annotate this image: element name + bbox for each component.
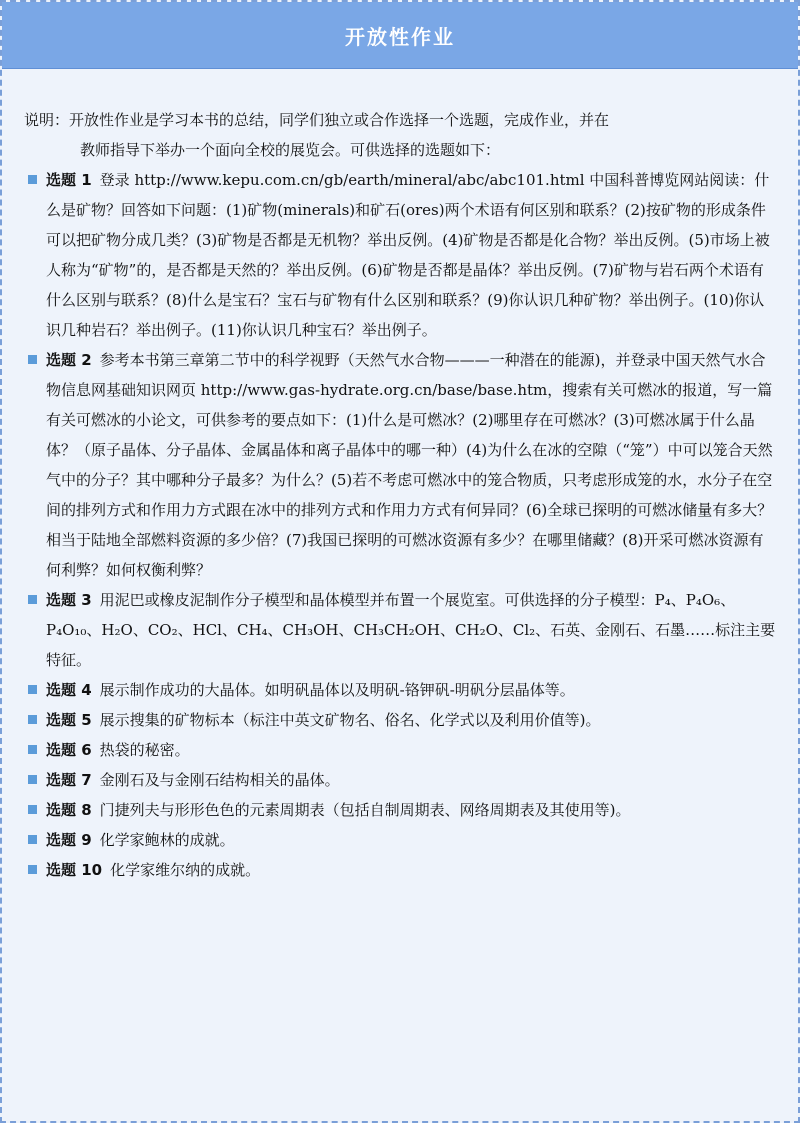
bullet-square-icon — [28, 775, 37, 784]
bullet-square-icon — [28, 715, 37, 724]
intro-line-2: 教师指导下举办一个面向全校的展览会。可供选择的选题如下： — [80, 141, 501, 159]
topic-text: 登录 http://www.kepu.com.cn/gb/earth/mineral/abc/abc101.html 中国科普博览网站阅读：什么是矿物？回答如下问题：(1)矿物(minerals)和矿石(ores)两个术语有何区别和联系？(2)按矿物的形成条件可以把矿物分成几类？(3)矿物是否都是无机物？举出反例。(4)矿物是否都是化合物？举出反例。(5)市场上被人称为“矿物”的，是否都是天然的？举出反例。(6)矿物是否都是晶体？举出反例。(7)矿物与岩石两个术语有什么区别与联系？(8)什么是宝石？宝石与矿物有什么区别和联系？(9)你认识几种矿物？举出例子。(10)你认识几种岩石？举出例子。(11)你认识几种宝石？举出例子。 — [46, 171, 770, 339]
topic-label: 选题 9 — [46, 831, 92, 849]
bullet-square-icon — [28, 355, 37, 364]
assignment-content — [2, 69, 798, 885]
intro-label: 说明： — [24, 111, 70, 129]
topic-item-10 — [24, 855, 776, 885]
page-title: 开放性作业 — [345, 24, 455, 49]
topic-label: 选题 7 — [46, 771, 92, 789]
topic-text: 用泥巴或橡皮泥制作分子模型和晶体模型并布置一个展览室。可供选择的分子模型：P₄、P₄O₆、P₄O₁₀、H₂O、CO₂、HCl、CH₄、CH₃OH、CH₃CH₂OH、CH₂O、Cl₂、石英、金刚石、石墨……标注主要特征。 — [46, 591, 776, 669]
topic-text: 化学家维尔纳的成就。 — [110, 861, 261, 879]
topic-label: 选题 8 — [46, 801, 92, 819]
bullet-square-icon — [28, 835, 37, 844]
topic-label: 选题 10 — [46, 861, 103, 879]
bullet-square-icon — [28, 865, 37, 874]
intro-line-1: 开放性作业是学习本书的总结，同学们独立或合作选择一个选题，完成作业，并在 — [69, 111, 610, 129]
topic-item-2 — [24, 345, 776, 585]
topic-item-9 — [24, 825, 776, 855]
topic-text: 参考本书第三章第二节中的科学视野（天然气水合物———一种潜在的能源)，并登录中国天然气水合物信息网基础知识网页 http://www.gas-hydrate.org.cn/base/base.htm，搜索有关可燃冰的报道，写一篇有关可燃冰的小论文，可供参考的要点如下：(1)什么是可燃冰？(2)哪里存在可燃冰？(3)可燃冰属于什么晶体？（原子晶体、分子晶体、金属晶体和离子晶体中的哪一种）(4)为什么在冰的空隙（“笼”）中可以笼合天然气中的分子？其中哪种分子最多？为什么？(5)若不考虑可燃冰中的笼合物质，只考虑形成笼的水，水分子在空间的排列方式和作用力方式跟在冰中的排列方式和作用力方式有何异同？(6)全球已探明的可燃冰储量有多大？相当于陆地全部燃料资源的多少倍？(7)我国已探明的可燃冰资源有多少？在哪里储藏？(8)开采可燃冰资源有何利弊？如何权衡利弊？ — [46, 351, 773, 579]
topic-label: 选题 2 — [46, 351, 92, 369]
bullet-square-icon — [28, 175, 37, 184]
bullet-square-icon — [28, 745, 37, 754]
intro-paragraph — [24, 105, 776, 165]
topic-text: 门捷列夫与形形色色的元素周期表（包括自制周期表、网络周期表及其使用等)。 — [99, 801, 631, 819]
topic-item-7 — [24, 765, 776, 795]
topic-label: 选题 5 — [46, 711, 92, 729]
topic-text: 展示制作成功的大晶体。如明矾晶体以及明矾-铬钾矾-明矾分层晶体等。 — [99, 681, 575, 699]
bullet-square-icon — [28, 805, 37, 814]
topic-text: 热袋的秘密。 — [99, 741, 190, 759]
topic-label: 选题 1 — [46, 171, 92, 189]
topic-item-1 — [24, 165, 776, 345]
header-banner — [2, 2, 798, 69]
topic-label: 选题 3 — [46, 591, 92, 609]
topic-list — [24, 165, 776, 885]
topic-label: 选题 6 — [46, 741, 92, 759]
topic-text: 展示搜集的矿物标本（标注中英文矿物名、俗名、化学式以及利用价值等)。 — [99, 711, 601, 729]
bullet-square-icon — [28, 685, 37, 694]
topic-item-5 — [24, 705, 776, 735]
bullet-square-icon — [28, 595, 37, 604]
topic-item-8 — [24, 795, 776, 825]
topic-label: 选题 4 — [46, 681, 92, 699]
topic-item-4 — [24, 675, 776, 705]
topic-item-6 — [24, 735, 776, 765]
topic-text: 化学家鲍林的成就。 — [99, 831, 235, 849]
topic-text: 金刚石及与金刚石结构相关的晶体。 — [99, 771, 340, 789]
topic-item-3 — [24, 585, 776, 675]
